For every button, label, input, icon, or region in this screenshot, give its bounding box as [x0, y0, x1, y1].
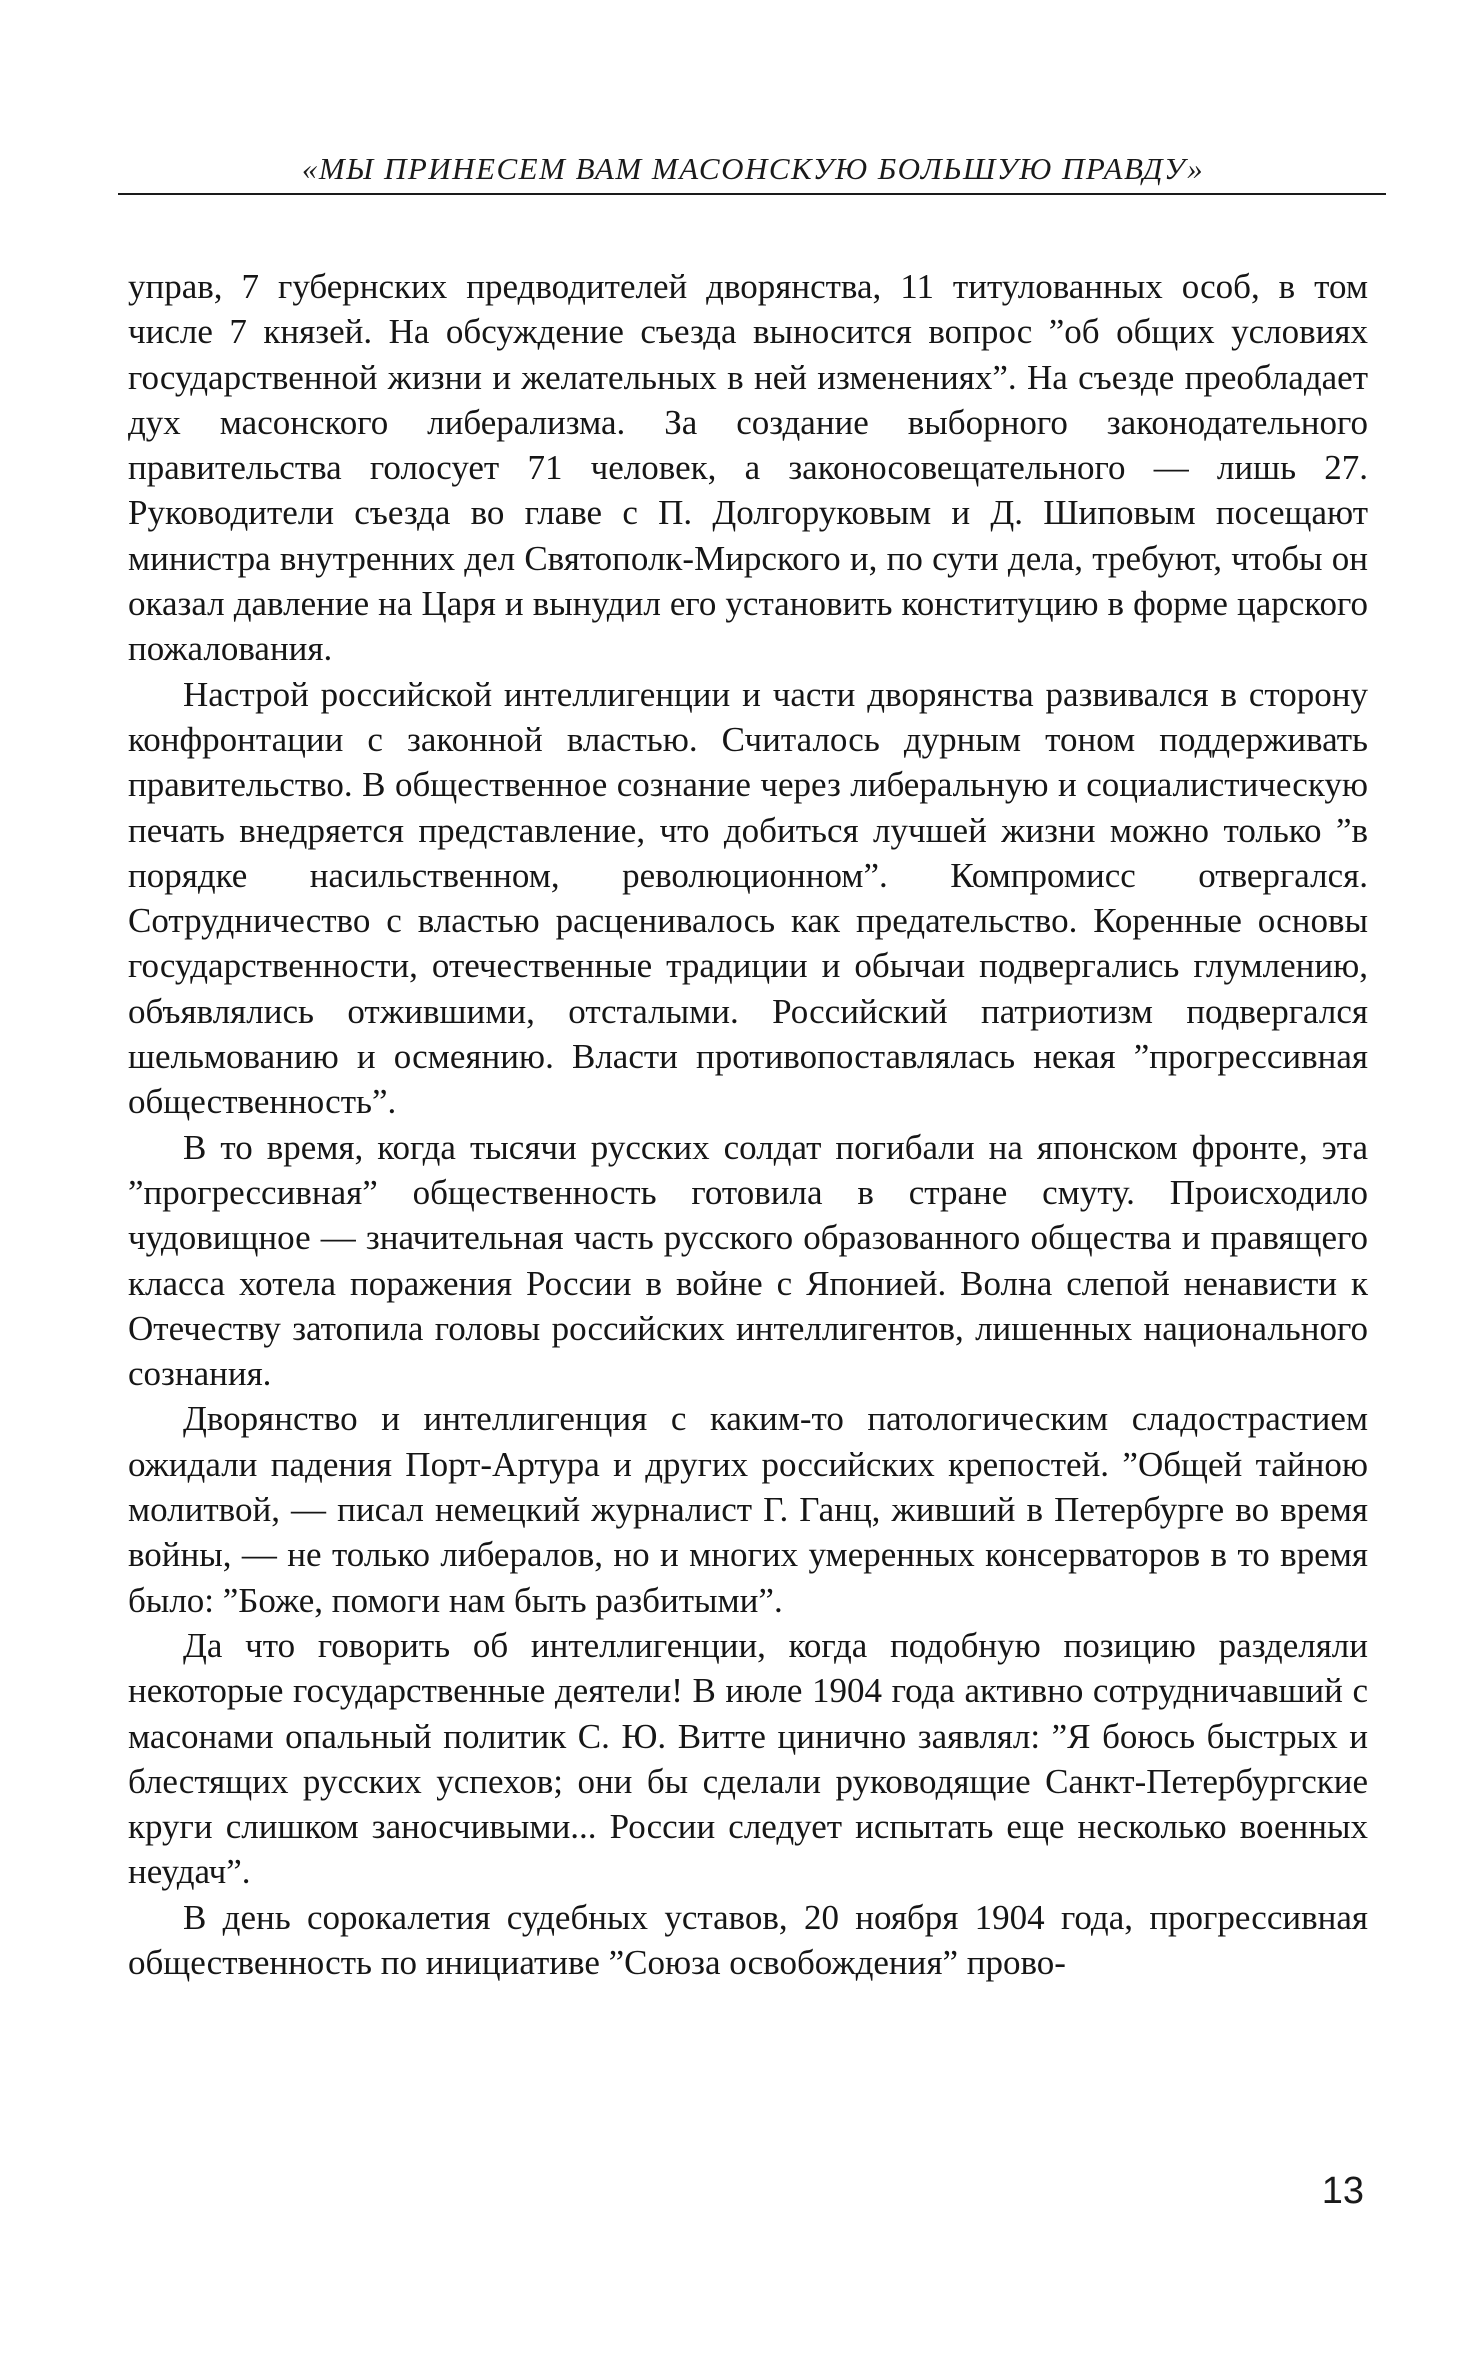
running-head: «МЫ ПРИНЕСЕМ ВАМ МАСОНСКУЮ БОЛЬШУЮ ПРАВДУ»: [301, 151, 1205, 186]
paragraph-6: В день сорокалетия судебных уставов, 20 ноября 1904 года, прогрессивная общественность по инициативе ”Союза освобождения” прово-: [128, 1897, 1368, 1982]
paragraph-4: Дворянство и интеллигенция с каким-то патологическим сладострастием ожидали падения Порт-Артура и других российских крепостей. ”Общей тайною молитвой, — писал немецкий журналист Г. Ганц, живший в Петербурге во время войны, — не только либералов, но и многих умеренных консерваторов в то время было: ”Боже, помоги нам быть разбитыми”.: [128, 1399, 1368, 1620]
paragraph-5: Да что говорить об интеллигенции, когда подобную позицию разделяли некоторые государственные деятели! В июле 1904 года активно сотрудничавший с масонами опальный политик С. Ю. Витте цинично заявлял: ”Я боюсь быстрых и блестящих русских успехов; они бы сделали руководящие Санкт-Петербургские круги слишком заносчивыми... России следует испытать еще несколько военных неудач”.: [128, 1625, 1368, 1892]
body-text: [128, 264, 1368, 1985]
page-number: 13: [1321, 2170, 1364, 2212]
paragraph-1: управ, 7 губернских предводителей дворянства, 11 титулованных особ, в том числе 7 князей. На обсуждение съезда выносится вопрос ”об общих условиях государственной жизни и желательных в ней изменениях”. На съезде преобладает дух масонского либерализма. За создание выборного законодательного правительства голосует 71 человек, а законосовещательного — лишь 27. Руководители съезда во главе с П. Долгоруковым и Д. Шиповым посещают министра внутренних дел Святополк-Мирского и, по сути дела, требуют, чтобы он оказал давление на Царя и вынудил его установить конституцию в форме царского пожалования.: [128, 267, 1368, 669]
paragraph-3: В то время, когда тысячи русских солдат погибали на японском фронте, эта ”прогрессивная” общественность готовила в стране смуту. Происходило чудовищное — значительная часть русского образованного общества и правящего класса хотела поражения России в войне с Японией. Волна слепой ненависти к Отечеству затопила головы российских интеллигентов, лишенных национального сознания.: [128, 1127, 1368, 1394]
paragraph-2: Настрой российской интеллигенции и части дворянства развивался в сторону конфронтации с законной властью. Считалось дурным тоном поддерживать правительство. В общественное сознание через либеральную и социалистическую печать внедряется представление, что добиться лучшей жизни можно только ”в порядке насильственном, революционном”. Компромисс отвергался. Сотрудничество с властью расценивалось как предательство. Коренные основы государственности, отечественные традиции и обычаи подвергались глумлению, объявлялись отжившими, отсталыми. Российский патриотизм подвергался шельмованию и осмеянию. Власти противопоставлялась некая ”прогрессивная общественность”.: [128, 674, 1368, 1122]
header-rule: [118, 193, 1386, 195]
